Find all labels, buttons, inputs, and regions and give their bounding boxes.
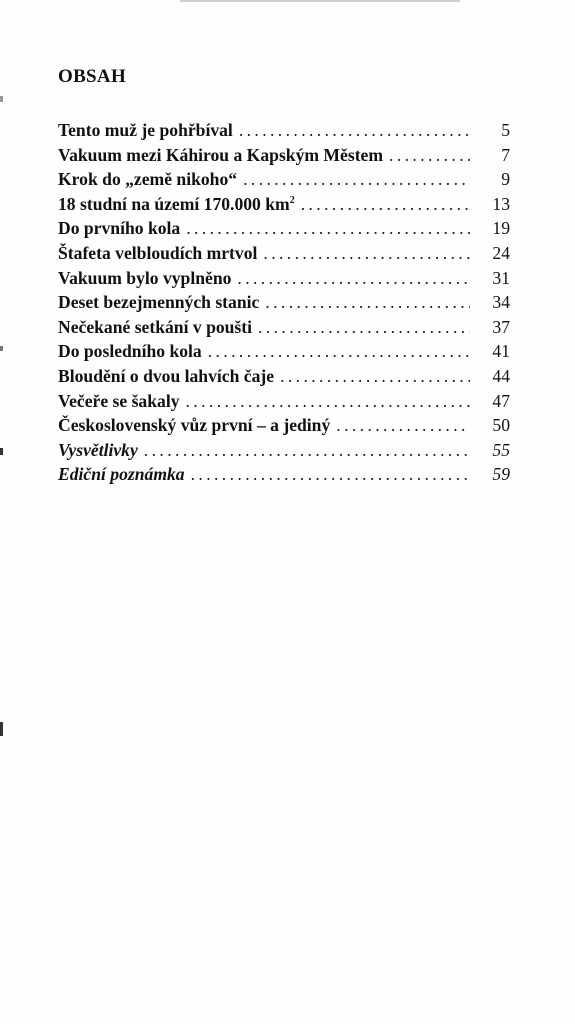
toc-entry-page: 31	[492, 267, 510, 288]
toc-entry-page: 19	[492, 218, 510, 239]
toc-entry-title: Československý vůz první – a jediný	[58, 415, 331, 436]
toc-entry	[58, 364, 510, 389]
toc-entry	[58, 389, 510, 414]
toc-entry-title-text: 18 studní na území 170.000 km	[58, 193, 290, 214]
toc-entry-title: Vakuum mezi Káhirou a Kapským Městem	[58, 144, 384, 165]
toc-leader-dots	[301, 192, 470, 217]
toc-entry-title: Bloudění o dvou lahvích čaje	[58, 365, 275, 386]
toc-entry	[58, 192, 510, 217]
scan-margin-mark	[0, 346, 3, 351]
toc-entry-page: 47	[492, 390, 510, 411]
toc-entry-page: 13	[492, 193, 510, 214]
toc-leader-dots	[191, 462, 470, 487]
toc-entry-title: Krok do „země nikoho“	[58, 169, 238, 190]
toc-entry	[58, 241, 510, 266]
toc-entry-title: Deset bezejmenných stanic	[58, 292, 260, 313]
toc-leader-dots	[237, 266, 470, 291]
toc-entry-page: 34	[492, 292, 510, 313]
toc-leader-dots	[265, 290, 470, 315]
toc-entry	[58, 167, 510, 192]
toc-entry-page: 55	[492, 439, 510, 460]
toc-entry	[58, 290, 510, 315]
toc-entry-title: Vysvětlivky	[58, 439, 138, 460]
contents-heading: OBSAH	[58, 66, 127, 87]
toc-entry-title	[58, 192, 295, 217]
toc-entry-title: Štafeta velbloudích mrtvol	[58, 242, 258, 263]
toc-entry-page: 41	[492, 341, 510, 362]
toc-entry	[58, 266, 510, 291]
page-top-edge	[180, 0, 460, 2]
scan-margin-mark	[0, 722, 3, 736]
table-of-contents	[58, 118, 510, 487]
toc-entry-page: 59	[492, 464, 510, 485]
toc-leader-dots	[186, 216, 470, 241]
toc-leader-dots	[208, 339, 470, 364]
toc-leader-dots	[336, 413, 470, 438]
toc-leader-dots	[243, 167, 470, 192]
toc-leader-dots	[186, 389, 471, 414]
toc-entry-page: 7	[501, 144, 510, 165]
toc-leader-dots	[258, 315, 470, 340]
toc-entry-page: 37	[492, 316, 510, 337]
toc-entry-title: Nečekané setkání v poušti	[58, 316, 253, 337]
toc-entry	[58, 315, 510, 340]
toc-entry	[58, 339, 510, 364]
toc-leader-dots	[280, 364, 470, 389]
toc-entry-page: 9	[501, 169, 510, 190]
toc-leader-dots	[389, 143, 470, 168]
toc-leader-dots	[144, 438, 470, 463]
toc-entry-title: Tento muž je pohřbíval	[58, 120, 233, 140]
toc-entry	[58, 216, 510, 241]
toc-entry-title-superscript: 2	[289, 194, 295, 206]
toc-leader-dots	[239, 118, 470, 143]
toc-entry	[58, 143, 510, 168]
toc-entry	[58, 413, 510, 438]
toc-entry-title: Vakuum bylo vyplněno	[58, 267, 232, 288]
toc-entry	[58, 462, 510, 487]
toc-entry-page: 44	[492, 365, 510, 386]
scan-margin-mark	[0, 448, 3, 455]
toc-entry-title: Večeře se šakaly	[58, 390, 180, 411]
toc-entry-page: 24	[492, 242, 510, 263]
toc-entry-title: Do prvního kola	[58, 218, 181, 239]
toc-entry-page: 5	[501, 120, 510, 140]
toc-leader-dots	[263, 241, 470, 266]
toc-entry-title: Ediční poznámka	[58, 464, 185, 485]
toc-entry	[58, 118, 510, 143]
toc-entry	[58, 438, 510, 463]
toc-entry-page: 50	[492, 415, 510, 436]
scan-margin-mark	[0, 96, 3, 102]
toc-entry-title: Do posledního kola	[58, 341, 202, 362]
